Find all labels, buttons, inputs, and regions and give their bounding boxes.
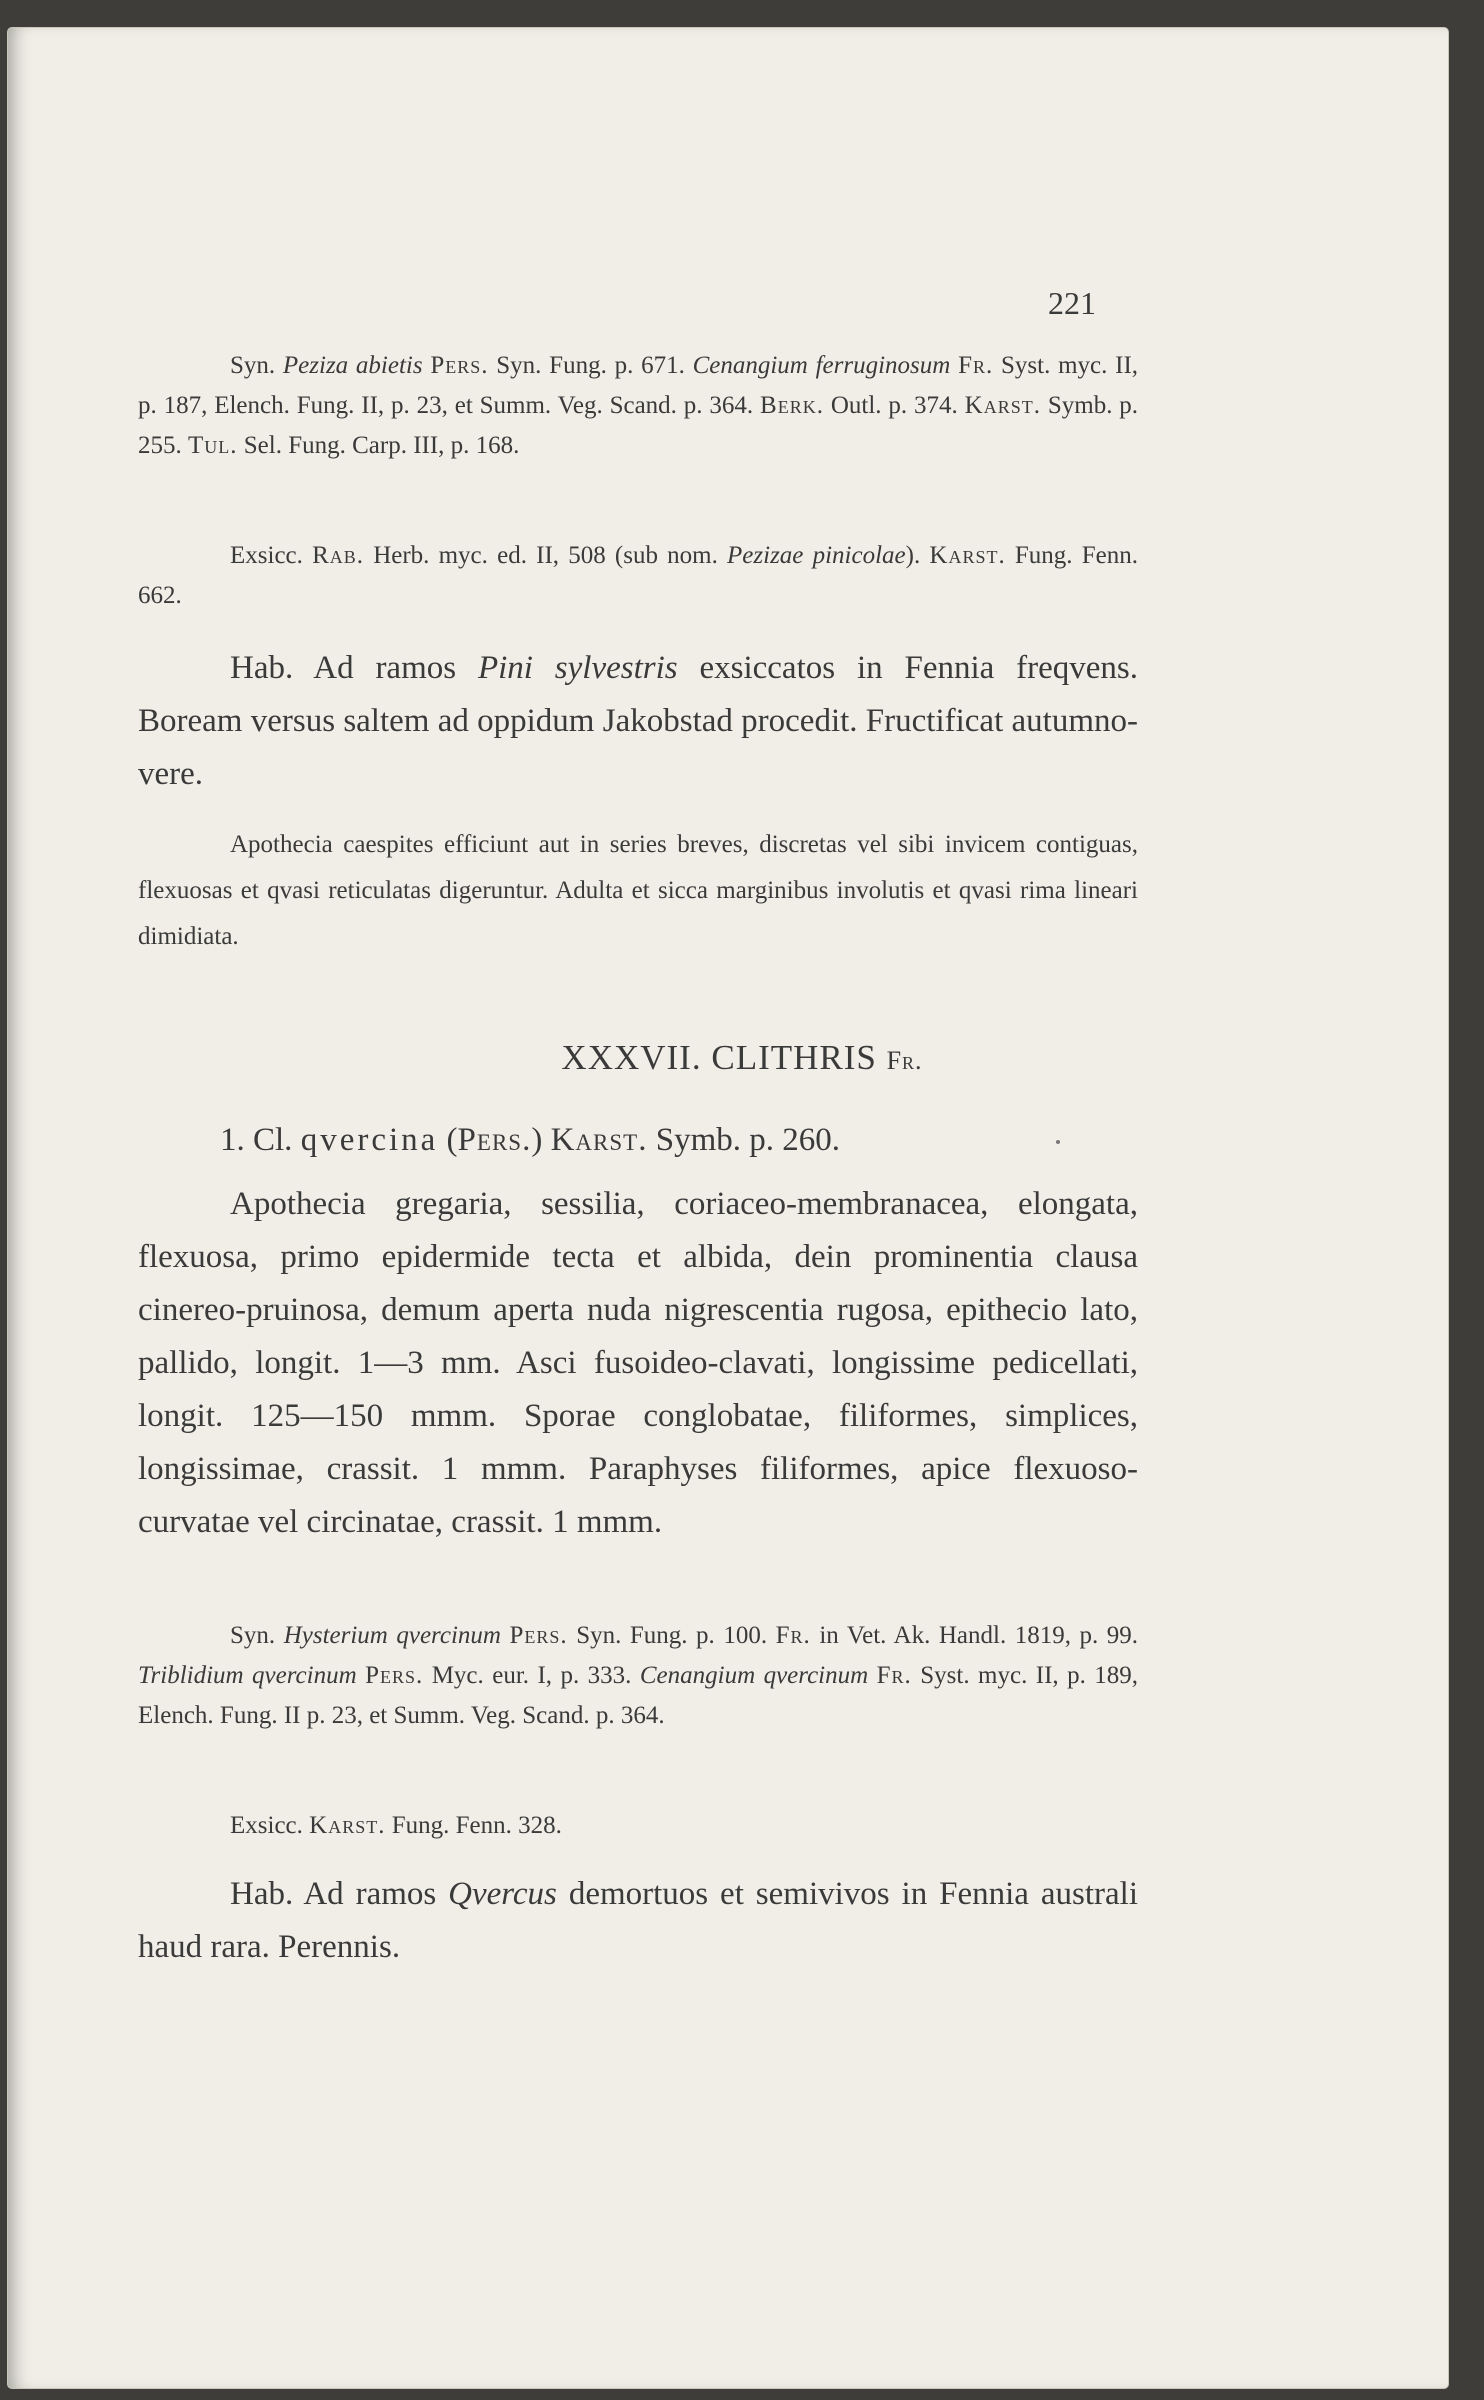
synonymy-block-1: Syn. Peziza abietis Pers. Syn. Fung. p. 671. Cenangium ferruginosum Fr. Syst. myc. II, p. 187, Elench. Fung. II, p. 23, et Summ. Veg. Scand. p. 364. Berk. Outl. p. 374. Karst. Symb. p. 255. Tul. Sel. Fung. Carp. III, p. 168. xyxy=(138,352,1139,459)
author: Fr. xyxy=(775,1622,811,1649)
author: Pers. xyxy=(365,1662,424,1689)
author: Karst. xyxy=(309,1812,386,1839)
author: Fr. xyxy=(876,1662,912,1689)
print-speck xyxy=(1056,1140,1060,1144)
exsiccata-block-1: Exsicc. Rab. Herb. myc. ed. II, 508 (sub nom. Pezizae pinicolae). Karst. Fung. Fenn. 662. xyxy=(138,542,1138,609)
species-epithet: qvercina xyxy=(300,1122,439,1158)
author: Karst. xyxy=(964,392,1041,419)
author: Pers. xyxy=(430,352,489,379)
author: Rab. xyxy=(312,542,365,569)
taxon-name: Pini sylvestris xyxy=(477,650,678,686)
author: Fr. xyxy=(886,1046,923,1075)
exsiccata-block-2: Exsicc. Karst. Fung. Fenn. 328. xyxy=(230,1812,562,1839)
genus-heading: XXXVII. CLITHRIS Fr. xyxy=(561,1038,923,1077)
page-number: 221 xyxy=(1048,285,1096,321)
author: Karst. xyxy=(929,542,1006,569)
taxon-name: Qvercus xyxy=(448,1876,557,1912)
taxon-name: Pezizae pinicolae xyxy=(727,542,906,569)
author: Berk. xyxy=(760,392,824,419)
taxon-name: Cenangium qvercinum xyxy=(639,1662,869,1689)
synonymy-block-2: Syn. Hysterium qvercinum Pers. Syn. Fung. p. 100. Fr. in Vet. Ak. Handl. 1819, p. 99. Triblidium qvercinum Pers. Myc. eur. I, p. 333. Cenangium qvercinum Fr. Syst. myc. II, p. 189, Elench. Fung. II p. 23, et Summ. Veg. Scand. p. 364. xyxy=(138,1622,1139,1729)
author: Tul. xyxy=(188,432,238,459)
author: Fr. xyxy=(958,352,994,379)
species-description: Apothecia gregaria, sessilia, coriaceo-membranacea, elongata, flexuosa, primo epidermide tecta et albida, dein prominentia clausa cinereo-pruinosa, demum aperta nuda nigrescentia rugosa, epithecio lato, pallido, longit. 1—3 mm. Asci fusoideo-clavati, longissime pedicellati, longit. 125—150 mmm. Sporae conglobatae, filiformes, simplices, longissimae, crassit. 1 mmm. Paraphyses filiformes, apice flexuoso-curvatae vel circinatae, crassit. 1 mmm. xyxy=(138,1186,1138,1540)
taxon-name: Triblidium qvercinum xyxy=(138,1662,357,1689)
taxon-name: Peziza abietis xyxy=(282,352,423,379)
habitat-paragraph-1: Hab. Ad ramos Pini sylvestris exsiccatos in Fennia freqvens. Boream versus saltem ad oppidum Jakobstad procedit. Fructificat autumno-vere. xyxy=(138,650,1139,792)
species-title: 1. Cl. qvercina (Pers.) Karst. Symb. p. 260. xyxy=(220,1122,840,1158)
author: Karst. xyxy=(550,1122,648,1158)
taxon-name: Cenangium ferruginosum xyxy=(692,352,951,379)
author: Pers. xyxy=(457,1122,532,1158)
habitat-paragraph-2: Hab. Ad ramos Qvercus demortuos et semivivos in Fennia australi haud rara. Perennis. xyxy=(138,1876,1138,1965)
author: Pers. xyxy=(509,1622,568,1649)
note-paragraph-1: Apothecia caespites efficiunt aut in series breves, discretas vel sibi invicem contiguas, flexuosas et qvasi reticulatas digeruntur. Adulta et sicca marginibus involutis et qvasi rima lineari dimidiata. xyxy=(138,831,1138,950)
taxon-name: Hysterium qvercinum xyxy=(283,1622,501,1649)
